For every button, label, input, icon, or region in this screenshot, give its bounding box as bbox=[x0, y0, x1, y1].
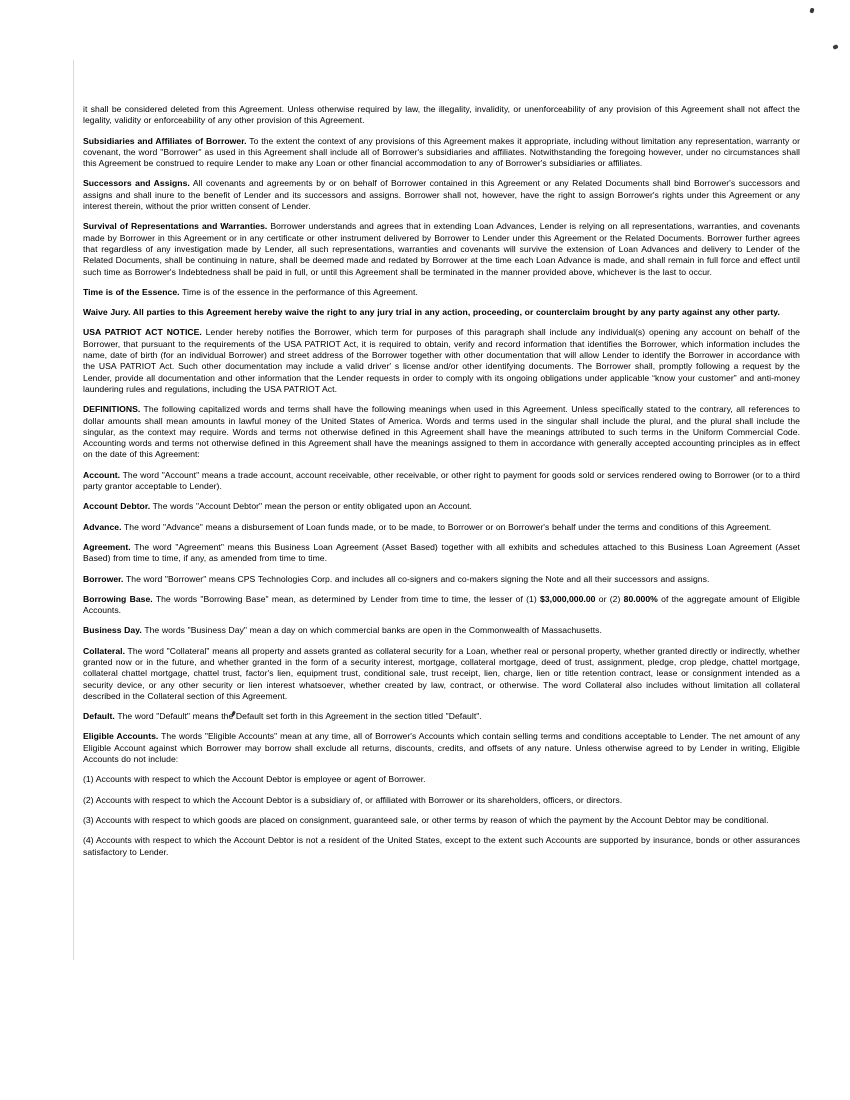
definition-advance: Advance. The word "Advance" means a disbursement of Loan funds made, or to be made, to Borrower or on Borrower's behalf under the terms and conditions of this Agreement. bbox=[83, 521, 772, 532]
paragraph-waive-jury bbox=[83, 307, 800, 318]
paragraph-subsidiaries-affiliates: Subsidiaries and Affiliates of Borrower. To the extent the context of any provisions of this Agreement makes it appropriate, including without limitation any representation, warranty or covenant, the word "Borrower" as used in this Agreement shall include all of Borrower's subsidiaries and affiliates. Notwithstanding the foregoing however, under no circumstances shall this Agreement be construed to require Lender to make any Loan or other financial accommodation to any of Borrower's subsidiaries or affiliates. bbox=[83, 135, 800, 169]
definition-term-account: Account. bbox=[83, 469, 121, 480]
heading-survival-representations: Survival of Representations and Warranties. bbox=[83, 221, 268, 232]
definition-borrowing-base: Borrowing Base. The words "Borrowing Base" mean, as determined by Lender from time to time, the lesser of (1) $3,000,000.00 or (2) 80.000% of the aggregate amount of Eligible Accounts. bbox=[83, 593, 800, 616]
scan-speck-artifact bbox=[832, 44, 838, 50]
definition-term-advance: Advance. bbox=[83, 521, 122, 532]
heading-time-is-of-the-essence: Time is of the Essence. bbox=[83, 286, 180, 297]
waive-jury-body: All parties to this Agreement hereby waive the right to any jury trial in any action, proceeding, or counterclaim brought by any party against any other party. bbox=[130, 307, 780, 318]
borrowing-base-amount: $3,000,000.00 bbox=[540, 593, 596, 604]
page-body bbox=[83, 104, 800, 867]
eligible-accounts-exclusion-4: (4) Accounts with respect to which the Account Debtor is not a resident of the United States, except to the extent such Accounts are supported by insurance, bonds or other assurances satisfactory to Lender. bbox=[83, 835, 800, 857]
heading-usa-patriot-act-notice: USA PATRIOT ACT NOTICE. bbox=[83, 327, 202, 338]
borrowing-base-percent: 80.000% bbox=[623, 593, 658, 604]
definition-account-debtor: Account Debtor. The words "Account Debtor" mean the person or entity obligated upon an Account. bbox=[83, 501, 472, 512]
paragraph-survival-representations: Survival of Representations and Warranties. Borrower understands and agrees that in extending Loan Advances, Lender is relying on all representations, warranties, and covenants made by Borrower in this Agreement or in any certificate or other instrument delivered by Borrower to Lender under this Agreement or the Related Documents. Borrower further agrees that regardless of any investigation made by Lender, all such representations, warranties and covenants will survive the extension of Loan Advances and delivery to Lender of the Related Documents, shall be continuing in nature, shall be deemed made and redated by Borrower at the time each Loan Advance is made, and shall remain in full force and effect until such time as Borrower's Indebtedness shall be paid in full, or until this Agreement shall be terminated in the manner provided above, whichever is the last to occur. bbox=[83, 221, 800, 277]
heading-successors-assigns: Successors and Assigns. bbox=[83, 178, 190, 189]
paragraph-usa-patriot-act-notice: USA PATRIOT ACT NOTICE. Lender hereby notifies the Borrower, which term for purposes of this paragraph shall include any individual(s) opening any account on behalf of the Borrower, that pursuant to the requirements of the USA PATRIOT Act, it is required to obtain, verify and record information that identifies the Borrower, which information includes the name, date of birth (for an individual Borrower) and street address of the Borrower together with other documentation that will allow Lender to identify the Borrower in accordance with the USA PATRIOT Act. Such other documentation may include a valid driver′ s license and/or other identifying documents. The Borrower shall, promptly following a request by the Lender, provide all documentation and other information that the Lender requests in order to comply with its ongoing obligations under applicable “know your customer” and anti-money laundering rules and regulations, including the USA PATRIOT Act. bbox=[83, 327, 800, 394]
eligible-accounts-exclusion-3: (3) Accounts with respect to which goods are placed on consignment, guaranteed sale, or other terms by reason of which the payment by the Account Debtor may be conditional. bbox=[83, 814, 769, 825]
definition-agreement: Agreement. The word "Agreement" means this Business Loan Agreement (Asset Based) together with all exhibits and schedules attached to this Business Loan Agreement (Asset Based) from time to time, if any, as amended from time to time. bbox=[83, 541, 800, 564]
definition-term-borrower: Borrower. bbox=[83, 573, 124, 584]
definition-term-account-debtor: Account Debtor. bbox=[83, 501, 151, 512]
definition-term-collateral: Collateral. bbox=[83, 645, 125, 656]
definition-collateral: Collateral. The word "Collateral" means all property and assets granted as collateral security for a Loan, whether real or personal property, whether granted directly or indirectly, whether granted now or in the future, and whether granted in the form of a security interest, mortgage, collateral mortgage, deed of trust, assignment, pledge, crop pledge, chattel mortgage, collateral chattel mortgage, chattel trust, factor's lien, equipment trust, conditional sale, trust receipt, lien, charge, lien or title retention contract, lease or consignment intended as a security device, or any other security or lien interest whatsoever, whether created by law, contract, or otherwise. The word Collateral also includes without limitation all collateral described in the Collateral section of this Agreement. bbox=[83, 645, 800, 701]
definition-business-day: Business Day. The words "Business Day" mean a day on which commercial banks are open in the Commonwealth of Massachusetts. bbox=[83, 625, 602, 636]
paragraph-successors-assigns: Successors and Assigns. All covenants and agreements by or on behalf of Borrower contained in this Agreement or any Related Documents shall bind Borrower's successors and assigns and shall inure to the benefit of Lender and its successors and assigns. Borrower shall not, however, have the right to assign Borrower's rights under this Agreement or any interest therein, without the prior written consent of Lender. bbox=[83, 178, 800, 212]
definition-account: Account. The word "Account" means a trade account, account receivable, other receivable, or other right to payment for goods sold or services rendered owing to Borrower (or to a third party grantor acceptable to Lender). bbox=[83, 469, 800, 492]
exclusion-number: (4) bbox=[83, 835, 94, 846]
definition-default: Default. The word "Default" means the Default set forth in this Agreement in the section titled "Default". bbox=[83, 711, 482, 722]
scan-speck-artifact bbox=[809, 8, 814, 14]
scan-edge-artifact bbox=[73, 60, 74, 960]
definition-eligible-accounts: Eligible Accounts. The words "Eligible Accounts" mean at any time, all of Borrower's Accounts which contain selling terms and conditions acceptable to Lender. The net amount of any Eligible Account against which Borrower may borrow shall exclude all returns, discounts, credits, and offsets of any nature. Unless otherwise agreed to by Lender in writing, Eligible Accounts do not include: bbox=[83, 731, 800, 765]
eligible-accounts-exclusion-2: (2) Accounts with respect to which the Account Debtor is a subsidiary of, or affiliated with Borrower or its shareholders, officers, or directors. bbox=[83, 794, 623, 805]
eligible-accounts-exclusion-1: (1) Accounts with respect to which the Account Debtor is employee or agent of Borrower. bbox=[83, 774, 426, 785]
definition-term-eligible-accounts: Eligible Accounts. bbox=[83, 731, 159, 742]
definition-term-agreement: Agreement. bbox=[83, 541, 131, 552]
definition-term-default: Default. bbox=[83, 711, 115, 722]
definition-borrower: Borrower. The word "Borrower" means CPS Technologies Corp. and includes all co-signers and co-makers signing the Note and all their successors and assigns. bbox=[83, 573, 710, 584]
exclusion-number: (1) bbox=[83, 774, 94, 785]
heading-definitions: DEFINITIONS. bbox=[83, 404, 141, 415]
heading-waive-jury: Waive Jury. bbox=[83, 307, 131, 318]
paragraph-definitions-intro: DEFINITIONS. The following capitalized words and terms shall have the following meanings when used in this Agreement. Unless specifically stated to the contrary, all references to dollar amounts shall mean amounts in lawful money of the United States of America. Words and terms used in the singular shall include the plural, and the plural shall include the singular, as the context may require. Words and terms not otherwise defined in this Agreement shall have the meanings attributed to such terms in the Uniform Commercial Code. Accounting words and terms not otherwise defined in this Agreement shall have the meanings assigned to them in accordance with generally accepted accounting principles as in effect on the date of this Agreement: bbox=[83, 404, 800, 460]
paragraph-time-is-of-the-essence: Time is of the Essence. Time is of the essence in the performance of this Agreement. bbox=[83, 286, 418, 297]
definition-term-business-day: Business Day. bbox=[83, 625, 142, 636]
exclusion-number: (2) bbox=[83, 794, 94, 805]
definition-term-borrowing-base: Borrowing Base. bbox=[83, 593, 153, 604]
heading-subsidiaries-affiliates: Subsidiaries and Affiliates of Borrower. bbox=[83, 135, 247, 146]
paragraph-severability-continued: it shall be considered deleted from this Agreement. Unless otherwise required by law, the illegality, invalidity, or unenforceability of any provision of this Agreement shall not affect the legality, validity or enforceability of any other provision of this Agreement. bbox=[83, 104, 800, 126]
exclusion-number: (3) bbox=[83, 814, 94, 825]
